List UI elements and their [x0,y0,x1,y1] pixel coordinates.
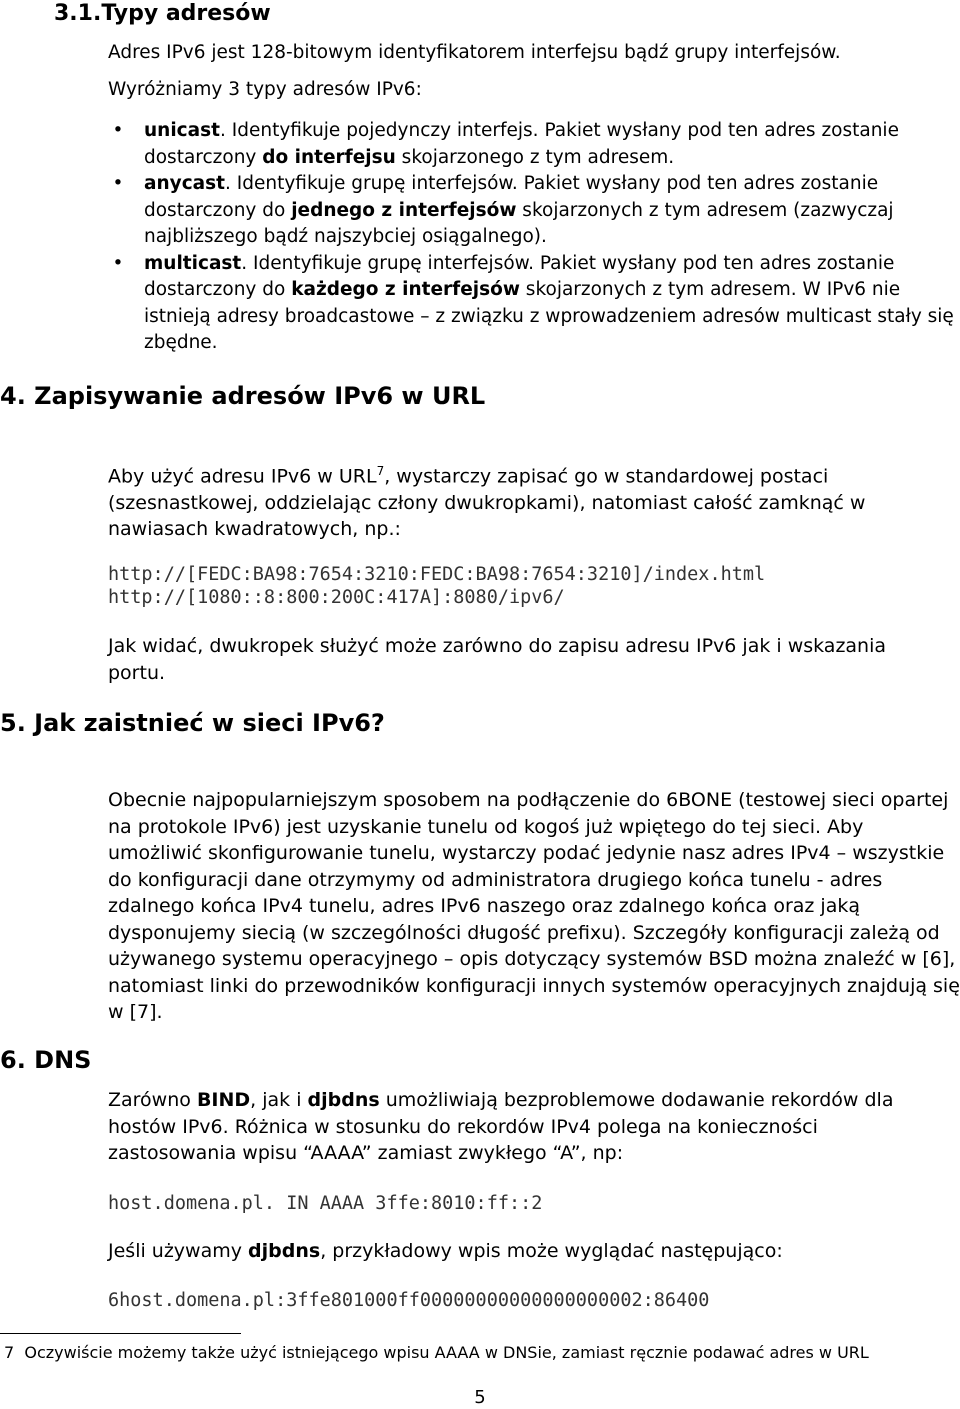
code-url-1: http://[FEDC:BA98:7654:3210:FEDC:BA98:7654:3210]/index.html [108,564,766,585]
section-heading-5: 5. Jak zaistnieć w sieci IPv6? [0,709,385,737]
term: multicast [144,252,242,274]
address-types-list [108,118,958,357]
list-item-unicast [108,118,958,171]
footnote-number: 7 [4,1343,15,1362]
section-heading-3-1: 3.1.Typy adresów [54,1,271,26]
colon-note: Jak widać, dwukropek służyć może zarówno do zapisu adresu IPv6 jak i wskazania portu. [108,635,887,684]
text: , jak i [250,1089,308,1111]
list-item-anycast [108,171,958,251]
bullet-icon: • [112,173,124,194]
text: . Identyfikuje grupę interfejsów. Pakiet wysłany pod ten adres zostanie dostarczony do [144,252,895,300]
text: Jeśli używamy [108,1240,249,1262]
footnote-separator [0,1333,241,1334]
text: . Identyfikuje grupę interfejsów. Pakiet wysłany pod ten adres zostanie dostarczony do [144,173,879,221]
text: umożliwiają bezproblemowe dodawanie rekordów dla hostów IPv6. Różnica w stosunku do rekordów IPv4 polega na konieczności zastosowania wpisu “AAAA” zamiast zwykłego “A”, np: [108,1089,894,1164]
djbdns-paragraph [108,1238,948,1265]
text: Zarówno [108,1089,197,1111]
emphasis: każdego z interfejsów [291,279,520,300]
bullet-icon: • [112,252,124,274]
bullet-icon: • [112,120,124,141]
text: , wystarczy zapisać go w standardowej postaci (szesnastkowej, oddzielając człony dwukropkami), natomiast całość zamknąć w nawiasach kwadratowych, np.: [108,465,866,541]
list-item-multicast [108,251,958,357]
footnote [4,1343,954,1363]
page-number: 5 [474,1387,486,1408]
text: skojarzonych z tym adresem (zazwyczaj najbliższego bądź najszybciej osiągalnego). [144,199,894,247]
code-djbdns-entry: 6host.domena.pl:3ffe801000ff00000000000000000002:86400 [108,1290,710,1311]
emphasis: BIND [196,1089,251,1111]
code-dns-aaaa: host.domena.pl. IN AAAA 3ffe:8010:ff::2 [108,1193,543,1214]
intro-paragraph: Adres IPv6 jest 128-bitowym identyfikatorem interfejsu bądź grupy interfejsów. [108,42,841,63]
text: Aby użyć adresu IPv6 w URL [108,465,377,488]
term: anycast [144,173,226,194]
emphasis: jednego z interfejsów [291,199,517,221]
term: unicast [144,120,220,141]
text: skojarzonego z tym adresem. [395,146,675,168]
footnote-text: Oczywiście możemy także użyć istniejącego wpisu AAAA w DNSie, zamiast ręcznie podawać adres w URL [24,1343,869,1362]
url-paragraph [108,458,948,543]
section-heading-6: 6. DNS [0,1046,92,1074]
emphasis: djbdns [248,1240,321,1262]
emphasis: do interfejsu [262,146,396,168]
types-lead: Wyróżniamy 3 typy adresów IPv6: [108,79,422,100]
text: . Identyfikuje pojedynczy interfejs. Pakiet wysłany pod ten adres zostanie dostarczony [144,120,899,168]
text: skojarzonych z tym adresem. W IPv6 nie istnieją adresy broadcastowe – z związku z wprowadzeniem adresów multicast stały się zbędne. [144,279,954,353]
footnote-ref: 7 [376,464,385,478]
emphasis: djbdns [307,1089,380,1111]
code-url-2: http://[1080::8:800:200C:417A]:8080/ipv6/ [108,587,565,608]
dns-paragraph [108,1087,948,1167]
section-heading-4: 4. Zapisywanie adresów IPv6 w URL [0,382,486,410]
tunnel-paragraph: Obecnie najpopularniejszym sposobem na podłączenie do 6BONE (testowej sieci opartej na protokole IPv6) jest uzyskanie tunelu od kogoś już wpiętego do tej sieci. Aby umożliwić skonfigurowanie tunelu, wystarczy podać jedynie nasz adres IPv4 – wszystkie do konfiguracji dane otrzymymy od administratora drugiego końca tunelu - adres zdalnego końca IPv4 tunelu, adres IPv6 naszego oraz zdalnego końca oraz jaką dysponujemy siecią (w szczególności długość prefixu). Szczegóły konfiguracji zależą od używanego systemu operacyjnego – opis dotyczący systemów BSD można znaleźć w [6], natomiast linki do przewodników konfiguracji innych systemów operacyjnych znajdują się w [7]. [108,789,960,1023]
text: , przykładowy wpis może wyglądać następująco: [320,1240,783,1262]
